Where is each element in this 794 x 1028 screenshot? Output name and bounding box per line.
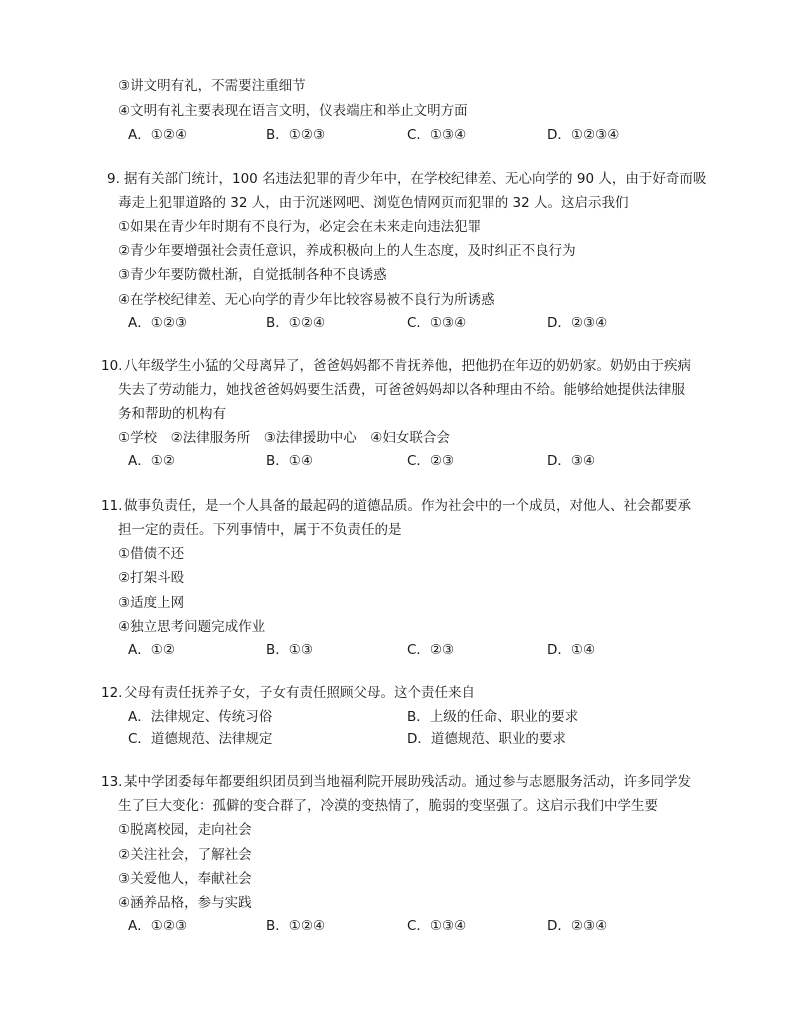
option-a: A．①②④ <box>128 127 188 143</box>
option-a: A．①②③ <box>128 918 188 934</box>
statement-3: ③关爱他人，奉献社会 <box>118 871 252 887</box>
question-stem-cont: 毒走上犯罪道路的 32 人，由于沉迷网吧、浏览色情网页而犯罪的 32 人。这启示我们 <box>118 195 629 211</box>
question-number: 10. <box>101 358 123 374</box>
option-a: A．①② <box>128 642 175 658</box>
option-b: B．①③ <box>266 642 313 658</box>
option-c: C．②③ <box>407 453 455 469</box>
question-number: 11. <box>101 498 123 514</box>
statement-1: ①脱离校园，走向社会 <box>118 822 252 838</box>
question-stem-cont: 担一定的责任。下列事情中，属于不负责任的是 <box>118 522 402 538</box>
statement-3: ③讲文明有礼，不需要注重细节 <box>118 78 306 94</box>
question-stem: 据有关部门统计，100 名违法犯罪的青少年中，在学校纪律差、无心向学的 90 人，由于好奇而吸 <box>124 171 707 187</box>
statement-4: ④独立思考问题完成作业 <box>118 619 266 635</box>
statement-3: ③青少年要防微杜渐，自觉抵制各种不良诱惑 <box>118 267 387 283</box>
option-b: B．①②④ <box>266 315 326 331</box>
question-stem: 八年级学生小猛的父母离异了，爸爸妈妈都不肯抚养他，把他扔在年迈的奶奶家。奶奶由于疾病 <box>124 358 691 374</box>
option-c: C．①③④ <box>407 315 467 331</box>
question-stem-cont: 生了巨大变化：孤僻的变合群了，冷漠的变热情了，脆弱的变坚强了。这启示我们中学生要 <box>118 798 658 814</box>
question-number: 9. <box>107 171 120 187</box>
option-d: D．①④ <box>547 642 596 658</box>
option-d: D．道德规范、职业的要求 <box>407 731 566 747</box>
statement-1: ①借债不还 <box>118 546 185 562</box>
statement-2: ②青少年要增强社会责任意识，养成积极向上的人生态度，及时纠正不良行为 <box>118 243 576 259</box>
option-d: D．①②③④ <box>547 127 620 143</box>
option-c: C．道德规范、法律规定 <box>128 731 273 747</box>
question-stem: 某中学团委每年都要组织团员到当地福利院开展助残活动。通过参与志愿服务活动，许多同学发 <box>124 774 691 790</box>
option-b: B．①②④ <box>266 918 326 934</box>
option-b: B．上级的任命、职业的要求 <box>407 709 579 725</box>
question-stem: 父母有责任抚养子女，子女有责任照顾父母。这个责任来自 <box>124 685 475 701</box>
option-d: D．②③④ <box>547 918 608 934</box>
statement-1: ①如果在青少年时期有不良行为，必定会在未来走向违法犯罪 <box>118 219 482 235</box>
statement-4: ④在学校纪律差、无心向学的青少年比较容易被不良行为所诱惑 <box>118 292 495 308</box>
question-stem-cont: 失去了劳动能力，她找爸爸妈妈要生活费，可爸爸妈妈却以各种理由不给。能够给她提供法律服 <box>118 382 685 398</box>
question-stem: 做事负责任，是一个人具备的最起码的道德品质。作为社会中的一个成员，对他人、社会都要承 <box>124 498 691 514</box>
statement-2: ②关注社会，了解社会 <box>118 847 252 863</box>
option-d: D．②③④ <box>547 315 608 331</box>
statement-2: ②打架斗殴 <box>118 570 185 586</box>
option-b: B．①④ <box>266 453 313 469</box>
question-stem-cont: 务和帮助的机构有 <box>118 406 226 422</box>
statement-4: ④文明有礼主要表现在语言文明，仪表端庄和举止文明方面 <box>118 103 468 119</box>
option-d: D．③④ <box>547 453 596 469</box>
option-a: A．法律规定、传统习俗 <box>128 709 273 725</box>
question-number: 12. <box>101 685 123 701</box>
option-c: C．①③④ <box>407 918 467 934</box>
question-number: 13. <box>101 774 123 790</box>
option-c: C．②③ <box>407 642 455 658</box>
statement-4: ④涵养品格，参与实践 <box>118 895 252 911</box>
choice-list: ①学校 ②法律服务所 ③法律援助中心 ④妇女联合会 <box>118 430 450 446</box>
option-c: C．①③④ <box>407 127 467 143</box>
statement-3: ③适度上网 <box>118 595 185 611</box>
option-b: B．①②③ <box>266 127 326 143</box>
option-a: A．①② <box>128 453 175 469</box>
option-a: A．①②③ <box>128 315 188 331</box>
